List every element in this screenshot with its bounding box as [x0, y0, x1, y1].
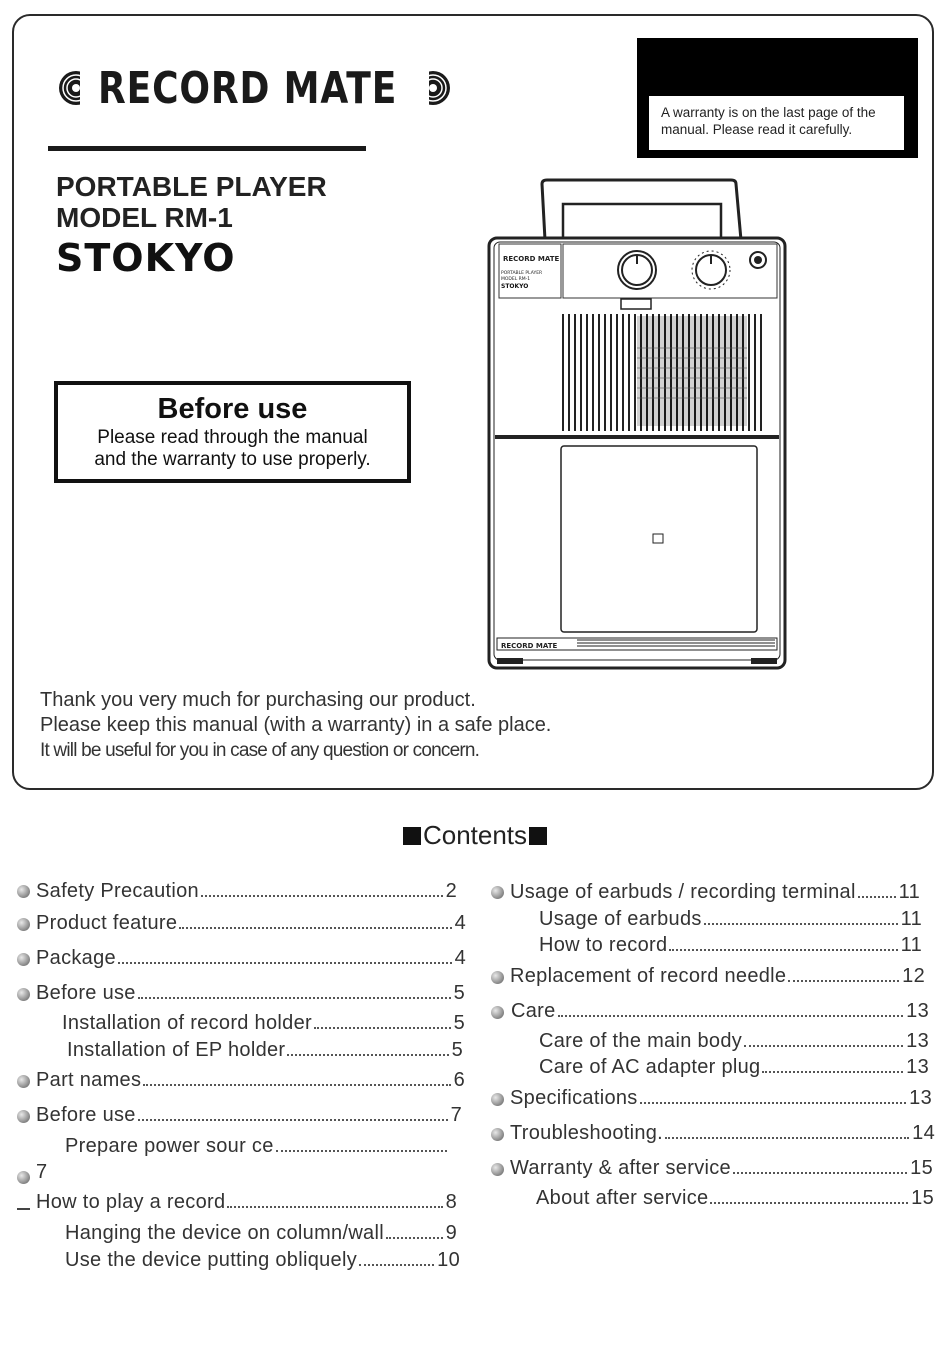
before-use-line: Please read through the manual — [97, 427, 368, 448]
warranty-notice — [637, 38, 918, 158]
thank-you-line: Please keep this manual (with a warranty) in a safe place. — [40, 714, 552, 736]
toc-subentry[interactable]: About after service 15 — [536, 1187, 934, 1209]
circle-bullet-icon — [17, 1171, 30, 1184]
thank-you-message — [40, 688, 551, 763]
square-bullet-icon — [403, 827, 421, 845]
toc-entry[interactable]: How to play a record 8 — [36, 1191, 457, 1213]
toc-subentry[interactable]: Use the device putting obliquely 10 — [65, 1249, 460, 1271]
circle-bullet-icon — [17, 988, 30, 1001]
circle-bullet-icon — [491, 1006, 504, 1019]
toc-entry[interactable]: Before use 7 — [36, 1104, 462, 1126]
record-disc-icon — [58, 70, 94, 106]
before-use-box — [54, 381, 411, 483]
square-bullet-icon — [529, 827, 547, 845]
record-disc-icon — [415, 70, 451, 106]
toc-entry[interactable]: Specifications 13 — [510, 1087, 932, 1109]
toc-entry[interactable]: Replacement of record needle 12 — [510, 965, 925, 987]
toc-subentry[interactable]: Care of the main body 13 — [539, 1030, 929, 1052]
toc-subentry[interactable]: Care of AC adapter plug 13 — [539, 1056, 929, 1078]
device-label-line: MODEL RM-1 — [501, 277, 531, 282]
contents-heading: Contents — [0, 820, 950, 851]
circle-bullet-icon — [17, 1075, 30, 1088]
toc-subentry[interactable]: Installation of record holder 5 — [62, 1012, 465, 1034]
before-use-title: Before use — [157, 393, 308, 425]
record-mate-logo — [58, 58, 451, 118]
toc-entry[interactable]: Before use 5 — [36, 982, 465, 1004]
brand-name: STOKYO — [56, 236, 236, 280]
thank-you-line: It will be useful for you in case of any question or concern. — [40, 740, 480, 761]
before-use-line: and the warranty to use properly. — [94, 449, 371, 470]
warranty-notice-text: A warranty is on the last page of the manual. Please read it carefully. — [649, 96, 904, 150]
logo-text: RECORD MATE — [98, 62, 398, 114]
circle-bullet-icon — [491, 971, 504, 984]
toc-subentry[interactable]: Installation of EP holder 5 — [67, 1039, 463, 1061]
toc-entry[interactable]: Product feature 4 — [36, 912, 466, 934]
toc-entry[interactable]: Troubleshooting. 14 — [510, 1122, 935, 1144]
device-logo-text: RECORD MATE — [503, 255, 560, 263]
toc-entry[interactable]: Part names 6 — [36, 1069, 465, 1091]
toc-subentry[interactable]: Hanging the device on column/wall 9 — [65, 1222, 457, 1244]
toc-subentry[interactable]: How to record 11 — [539, 934, 922, 956]
toc-entry[interactable]: Safety Precaution 2 — [36, 880, 457, 902]
dash-bullet-icon — [17, 1208, 30, 1210]
circle-bullet-icon — [491, 1163, 504, 1176]
toc-entry[interactable]: Package 4 — [36, 947, 466, 969]
toc-subentry[interactable]: Usage of earbuds 11 — [539, 908, 922, 930]
circle-bullet-icon — [491, 1128, 504, 1141]
circle-bullet-icon — [17, 953, 30, 966]
logo-underline — [48, 146, 366, 151]
product-name: PORTABLE PLAYER — [56, 171, 327, 202]
device-label-line: PORTABLE PLAYER — [501, 271, 543, 276]
portable-player-illustration — [485, 176, 790, 671]
toc-entry[interactable]: Warranty & after service 15 — [510, 1157, 933, 1179]
thank-you-line: Thank you very much for purchasing our product. — [40, 689, 476, 711]
toc-subentry[interactable]: Prepare power sour ce — [65, 1135, 450, 1158]
toc-entry[interactable]: Care 13 — [511, 1000, 929, 1022]
model-number: MODEL RM-1 — [56, 202, 233, 233]
circle-bullet-icon — [17, 885, 30, 898]
device-bottom-logo: RECORD MATE — [501, 642, 558, 650]
circle-bullet-icon — [491, 1093, 504, 1106]
device-brand-text: STOKYO — [501, 283, 529, 290]
circle-bullet-icon — [491, 886, 504, 899]
circle-bullet-icon — [17, 918, 30, 931]
circle-bullet-icon — [17, 1110, 30, 1123]
toc-entry[interactable]: Usage of earbuds / recording terminal 11 — [510, 881, 920, 903]
toc-entry[interactable]: 7 — [36, 1161, 48, 1183]
